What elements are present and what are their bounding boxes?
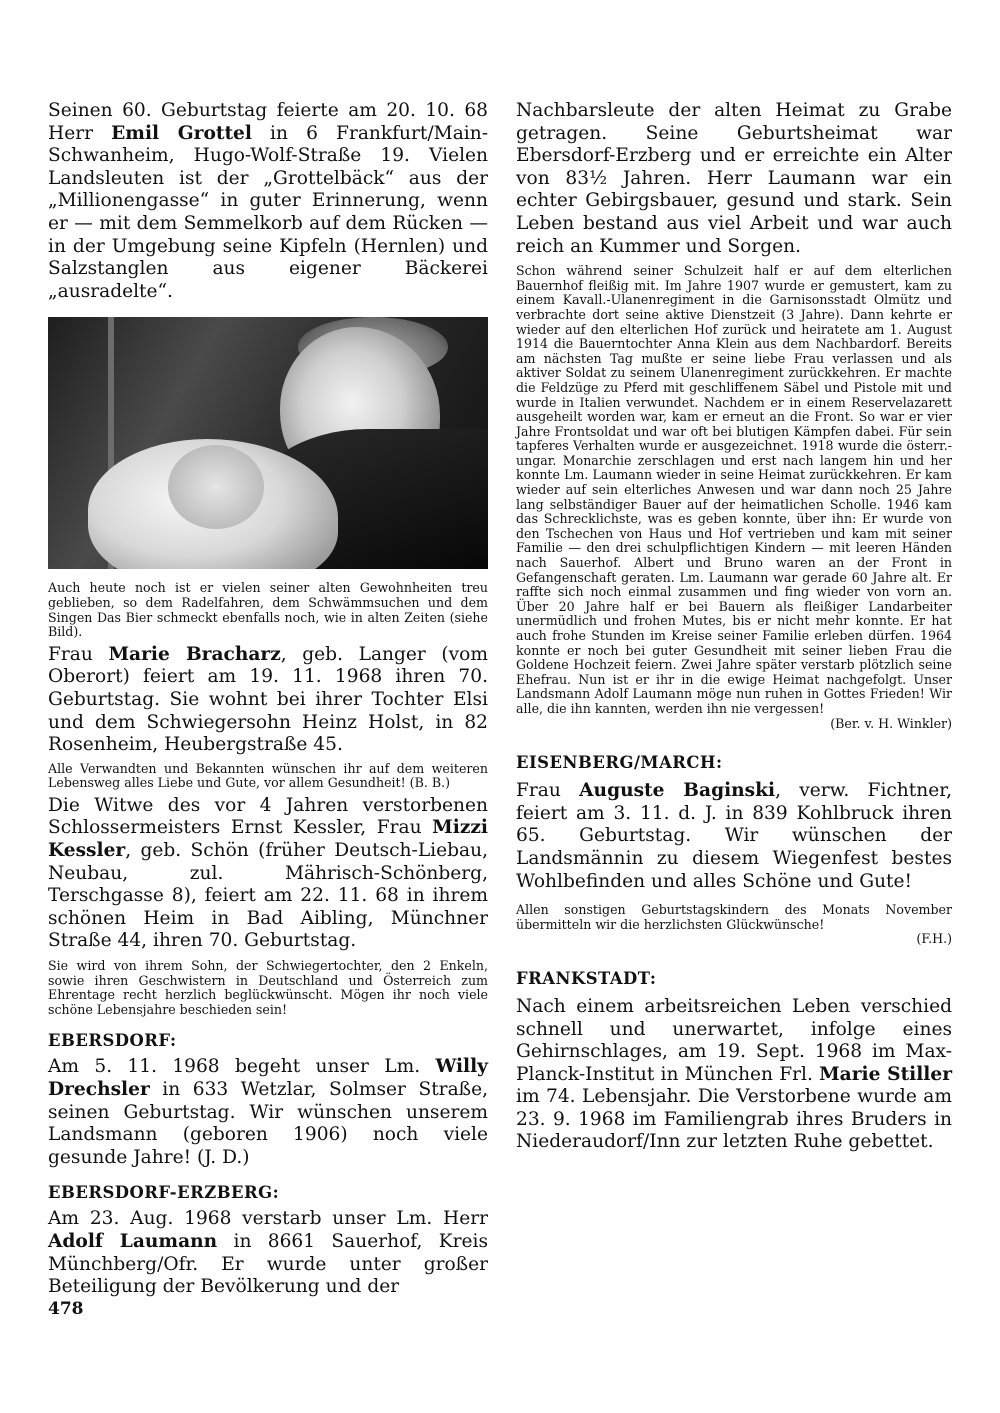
text: Frau: [516, 780, 580, 802]
text: Seinen 60. Geburtstag feierte am 20. 10. 68 Herr: [48, 100, 488, 144]
person-name: Adolf Laumann: [48, 1230, 218, 1252]
text: , geb. Langer (vom Oberort) feiert am 19. 11. 1968 ihren 70. Geburtstag. Sie wohnt bei ihrer Tochter Elsi und dem Schwiegersohn Heinz Holst, in 82 Rosenheim, Heubergstraße 45.: [48, 643, 488, 756]
article-grottel: [48, 100, 488, 303]
article-baginski-note: Allen sonstigen Geburtstagskindern des Monats November übermitteln wir die herzlichsten Glückwünsche!: [516, 902, 952, 932]
right-column: [516, 100, 952, 1154]
article-kessler: [48, 795, 488, 953]
section-heading-frankstadt: FRANKSTADT:: [516, 968, 657, 988]
section-heading-ebersdorf-erzberg: EBERSDORF-ERZBERG:: [48, 1183, 280, 1203]
text: Frau: [48, 643, 109, 665]
left-column: [48, 100, 488, 1299]
article-laumann-start: [48, 1208, 488, 1298]
article-laumann-details: Schon während seiner Schulzeit half er auf dem elterlichen Bauernhof fleißig mit. Im Jahre 1907 wurde er gemustert, kam zu einem Kavall.-Ulanenregiment in die Garnisonsstadt Olmütz und verbrachte dort seine aktive Dienstzeit (3 Jahre). Dann kehrte er wieder auf den elterlichen Hof zurück und heiratete am 1. August 1914 die Bauerntochter Anna Klein aus dem Nachbardorf. Bereits am nächsten Tag mußte er seine liebe Frau verlassen und als aktiver Soldat zu seinem Ulanenregiment zurückkehren. Er machte die Feldzüge zu Pferd mit geschliffenem Säbel und Pistole mit und wurde in Italien verwundet. Nachdem er in einem Reservelazarett ausgeheilt worden war, kam er erneut an die Front. So war er vier Jahre Frontsoldat und war oft bei blutigen Kämpfen dabei. Für sein tapferes Verhalten wurde er ausgezeichnet. 1918 wurde die österr.-ungar. Monarchie zerschlagen und erst nach langem hin und her konnte Lm. Laumann wieder in seine Heimat zurückkehren. Er kam wieder auf sein elterliches Anwesen und war dann noch 25 Jahre lang selbständiger Bauer auf der heimatlichen Scholle. 1946 kam das Schrecklichste, was es geben konnte, über ihn: Er wurde von den Tschechen von Haus und Hof vertrieben und kam mit seiner Familie — den drei schulpflichtigen Kindern — mit leeren Händen nach Sauerhof. Albert und Bruno waren an der Front in Gefangenschaft geraten. Lm. Laumann war gerade 60 Jahre alt. Er raffte sich noch einmal zusammen und fing wieder von vorn an. Über 20 Jahre half er bei Bauern als fleißiger Landarbeiter unermüdlich und frohen Mutes, bis er nicht mehr konnte. Er hat auch frohe Stunden im Kreise seiner Familie erleben dürfen. 1964 konnte er noch bei guter Gesundheit mit seiner lieben Frau die Goldene Hochzeit feiern. Zwei Jahre später verstarb plötzlich seine Ehefrau. Nun ist er ihr in die ewige Heimat nachgefolgt. Unser Landsmann Adolf Laumann möge nun ruhen in Gottes Frieden! Wir alle, die ihn kannten, werden ihn nie vergessen!: [516, 263, 952, 716]
text: in 6 Frankfurt/Main-Schwanheim, Hugo-Wolf-Straße 19. Vielen Landsleuten ist der „Grottelbäck“ aus der „Millionengasse“ in guter Erinnerung, wenn er — mit dem Semmelkorb auf dem Rücken — in der Umgebung seine Kipfeln (Hernlen) und Salzstanglen aus eigener Bäckerei „ausradelte“.: [48, 122, 488, 302]
text: Am 23. Aug. 1968 verstarb unser Lm. Herr: [48, 1208, 488, 1230]
page-number: 478: [48, 1299, 84, 1319]
person-name: Mizzi Kessler: [48, 817, 488, 862]
text: im 74. Lebensjahr. Die Verstorbene wurde am 23. 9. 1968 im Familiengrab ihres Bruders in Niederaudorf/Inn zur letzten Ruhe gebettet.: [516, 1086, 952, 1153]
text: in 8661 Sauerhof, Kreis Münchberg/Ofr. Er wurde unter großer Beteiligung der Bevölkerung und der: [48, 1230, 488, 1298]
article-laumann-continued: Nachbarsleute der alten Heimat zu Grabe getragen. Seine Geburtsheimat war Ebersdorf-Erzberg und er erreichte ein Alter von 83½ Jahren. Herr Laumann war ein echter Gebirgsbauer, gesund und stark. Sein Leben bestand aus viel Arbeit und war auch reich an Kummer und Sorgen.: [516, 100, 952, 257]
text: , verw. Fichtner, feiert am 3. 11. d. J. in 839 Kohlbruck ihren 65. Geburtstag. Wir wünschen der Landsmännin zu diesem Wiegenfest bestes Wohlbefinden und alles Schöne und Gute!: [516, 780, 952, 892]
article-drechsler: [48, 1056, 488, 1169]
article-bracharz: [48, 644, 488, 757]
photo-detail: [168, 445, 264, 529]
text: Die Witwe des vor 4 Jahren verstorbenen Schlossermeisters Ernst Kessler, Frau: [48, 794, 488, 839]
author-reference: (F.H.): [916, 931, 952, 947]
text: in 633 Wetzlar, Solmser Straße, seinen Geburtstag. Wir wünschen unserem Landsmann (geboren 1906) noch viele gesunde Jahre! (J. D.): [48, 1079, 488, 1168]
article-baginski: [516, 780, 952, 893]
section-heading-eisenberg: EISENBERG/MARCH:: [516, 753, 723, 773]
article-bracharz-note: Alle Verwandten und Bekannten wünschen ihr auf dem weiteren Lebensweg alles Liebe und Gute, vor allem Gesundheit! (B. B.): [48, 760, 488, 791]
person-name: Emil Grottel: [111, 122, 252, 144]
text: Am 5. 11. 1968 begeht unser Lm.: [48, 1056, 436, 1078]
text: , geb. Schön (früher Deutsch-Liebau, Neubau, zul. Mährisch-Schönberg, Terschgasse 8), feiert am 22. 11. 68 in ihrem schönen Heim in Bad Aibling, Münchner Straße 44, ihren 70. Geburtstag.: [48, 840, 488, 952]
photo-grandfather-with-baby: [48, 317, 488, 569]
article-stiller: [516, 996, 952, 1154]
text: Nach einem arbeitsreichen Leben verschied schnell und unerwartet, infolge eines Gehirnschlages, am 19. Sept. 1968 im Max-Planck-Institut in München Frl.: [516, 995, 952, 1085]
photo-caption: Auch heute noch ist er vielen seiner alten Gewohnheiten treu geblieben, so dem Radelfahren, dem Schwämmsuchen und dem Singen Das Bier schmeckt ebenfalls noch, wie in alten Zeiten (siehe Bild).: [48, 580, 488, 640]
person-name: Marie Bracharz: [108, 643, 281, 665]
person-name: Willy Drechsler: [48, 1056, 488, 1100]
person-name: Auguste Baginski: [579, 780, 776, 802]
person-name: Marie Stiller: [819, 1063, 952, 1085]
author-reference: (Ber. v. H. Winkler): [830, 715, 952, 731]
article-kessler-note: Sie wird von ihrem Sohn, der Schwiegertochter, den 2 Enkeln, sowie ihren Geschwistern in Deutschland und Österreich zum Ehrentage recht herzlich beglückwünscht. Mögen ihr noch viele schöne Lebensjahre beschieden sein!: [48, 958, 488, 1017]
section-heading-ebersdorf: EBERSDORF:: [48, 1031, 177, 1051]
